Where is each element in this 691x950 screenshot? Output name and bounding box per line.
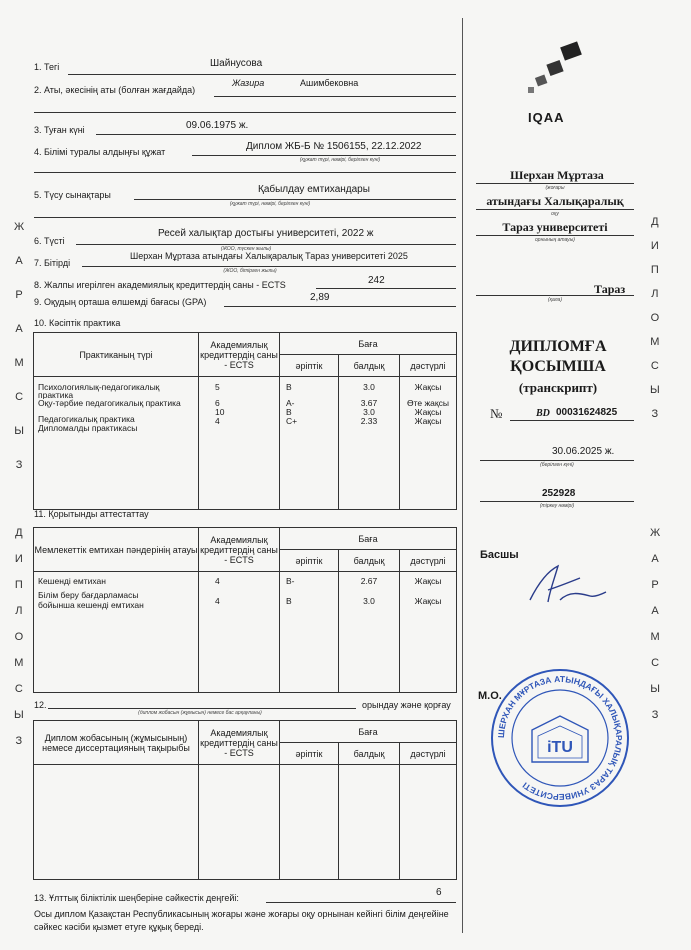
field-7-hint: (ЖОО, бітірген жылы) xyxy=(223,268,277,274)
attestation-row-trad: Жақсы xyxy=(414,576,442,586)
field-1-label: 1. Тегі xyxy=(34,62,60,72)
practice-row-trad: Жақсы xyxy=(414,416,442,426)
practice-row-name: Оқу-тәрбие педагогикалық практика xyxy=(38,399,181,408)
city-value: Тараз xyxy=(594,282,626,296)
uni-line-rule-2 xyxy=(476,209,634,210)
section-12-label: 12. xyxy=(34,700,47,710)
reg-number: 252928 xyxy=(542,488,576,499)
field-8-label: 8. Жалпы игерілген академиялық кредиттердің саны - ECTS xyxy=(34,280,286,290)
field-4-label: 4. Білімі туралы алдыңғы құжат xyxy=(34,147,166,157)
issue-date-hint: (берілген күні) xyxy=(540,462,574,468)
field-9-line xyxy=(224,306,456,307)
university-line-1: Шерхан Мұртаза xyxy=(510,168,604,182)
attestation-row-letter: B xyxy=(286,596,292,606)
section-11-title: 11. Қорытынды аттестаттау xyxy=(34,509,149,519)
thesis-col-letter: әріптік xyxy=(280,743,339,765)
title-line-2: ҚОСЫМША xyxy=(510,358,606,375)
practice-col-points: балдық xyxy=(339,355,400,377)
section-12-hint: (диплом жобасын (жұмысын) немесе бас арқауланы) xyxy=(138,710,262,716)
attestation-trad-cell xyxy=(400,572,457,693)
field-3-line xyxy=(96,134,456,135)
field-7-line xyxy=(82,266,456,267)
field-8-value: 242 xyxy=(368,275,385,286)
attestation-col-trad: дәстүрлі xyxy=(400,550,457,572)
practice-col-trad: дәстүрлі xyxy=(400,355,457,377)
attestation-row-points: 2.67 xyxy=(360,576,378,586)
section-10-title: 10. Кәсіптік практика xyxy=(34,318,121,328)
uni-line-rule-3 xyxy=(476,235,634,236)
practice-row-points: 3.0 xyxy=(363,407,375,417)
thesis-col-grade: Баға xyxy=(280,721,457,743)
university-line-2: атындағы Халықаралық xyxy=(486,194,624,208)
number-sign: № xyxy=(490,406,503,421)
field-8-line xyxy=(316,288,456,289)
practice-points-cell xyxy=(339,377,400,510)
practice-row-points: 3.0 xyxy=(363,382,375,392)
practice-row-letter: A- xyxy=(286,398,295,408)
practice-row-name: Дипломалды практикасы xyxy=(38,423,138,433)
attestation-table xyxy=(33,527,457,693)
field-9-value: 2,89 xyxy=(310,292,330,303)
practice-col-type: Практиканың түрі xyxy=(34,333,199,377)
field-2-name: Жазира xyxy=(232,78,265,88)
field-1-value: Шайнусова xyxy=(210,58,263,69)
field-7-label: 7. Бітірді xyxy=(34,258,71,268)
field-1-line xyxy=(68,74,456,75)
seal-ring-text: ШЕРХАН МҰРТАЗА АТЫНДАҒЫ ХАЛЫҚАРАЛЫҚ ТАРАЗ УНИВЕРСИТЕТІ xyxy=(495,673,625,803)
university-line-3: Тараз университеті xyxy=(502,220,608,234)
number-series: BD xyxy=(536,408,550,419)
practice-names-cell xyxy=(34,377,199,510)
attestation-row-points: 3.0 xyxy=(363,596,375,606)
attestation-credits-cell xyxy=(199,572,280,693)
practice-row-credits: 5 xyxy=(215,382,220,392)
university-hint-2: оқу xyxy=(551,211,559,217)
field-2-patronymic: Ашимбековна xyxy=(300,78,359,88)
attestation-col-points: балдық xyxy=(339,550,400,572)
left-margin-top-text: Ж А Р А М С Ы З xyxy=(14,221,25,471)
field-3-value: 09.06.1975 ж. xyxy=(186,120,249,131)
practice-col-grade: Баға xyxy=(280,333,457,355)
university-hint-1: (жоғары xyxy=(545,185,565,191)
practice-col-letter: әріптік xyxy=(280,355,339,377)
field-13-label: 13. Ұлттық біліктілік шеңберіне сәйкестік деңгейі: xyxy=(34,893,239,903)
thesis-table xyxy=(33,720,457,880)
field-9-label: 9. Оқудың орташа өлшемді бағасы (GPA) xyxy=(34,297,207,307)
field-5-value: Қабылдау емтихандары xyxy=(258,184,370,195)
practice-row-trad: Жақсы xyxy=(414,407,442,417)
practice-row-name: Педагогикалық практика xyxy=(38,414,135,424)
date-rule xyxy=(480,460,634,461)
number-value: 00031624825 xyxy=(556,407,618,418)
attestation-col-credits: Академиялық кредиттердің саны - ECTS xyxy=(199,528,280,572)
practice-row-points: 2.33 xyxy=(360,416,378,426)
attestation-row-letter: B- xyxy=(286,576,295,586)
attestation-col-type: Мемлекеттік емтихан пәндерінің атауы xyxy=(34,528,199,572)
attestation-names-cell xyxy=(34,572,199,693)
practice-row-letter: B xyxy=(286,382,292,392)
practice-row-name: Психологиялық-педагогикалық практика xyxy=(38,383,160,399)
field-6-line xyxy=(76,244,456,245)
field-4-line xyxy=(192,155,456,156)
field-6-hint: (ЖОО, түскен жылы) xyxy=(220,246,272,252)
practice-credits-cell xyxy=(199,377,280,510)
practice-trad-cell xyxy=(400,377,457,510)
field-2-label: 2. Аты, әкесінің аты (болған жағдайда) xyxy=(34,85,196,95)
number-rule xyxy=(510,420,634,421)
field-2-line xyxy=(214,96,456,97)
practice-row-letter: B xyxy=(286,407,292,417)
title-line-1: ДИПЛОМҒА xyxy=(509,338,607,355)
attestation-col-letter: әріптік xyxy=(280,550,339,572)
section-12-suffix: орындау және қорғау xyxy=(362,700,451,710)
footer-note: Осы диплом Қазақстан Республикасының жоғары және жоғары оқу орнынан кейінгі білім деңгейіне сәйкес кәсіби қызмет етуге құқық береді. xyxy=(34,909,449,932)
page-divider xyxy=(462,18,463,933)
field-13-line xyxy=(266,902,456,903)
field-7-value: Шерхан Мұртаза атындағы Халықаралық Тараз университеті 2025 xyxy=(130,251,408,261)
reg-number-hint: (тіркеу нөмірі) xyxy=(539,503,575,509)
practice-row-credits: 10 xyxy=(215,407,225,417)
practice-row-letter: C+ xyxy=(286,416,298,426)
field-2-line2 xyxy=(34,112,456,113)
practice-letter-cell xyxy=(280,377,339,510)
field-3-label: 3. Туған күні xyxy=(34,125,85,135)
city-hint: (қала) xyxy=(547,297,563,303)
practice-col-credits: Академиялық кредиттердің саны - ECTS xyxy=(199,333,280,377)
iqaa-logo-text: IQAA xyxy=(528,110,565,125)
right-margin-top-text: Д И П Л О М С Ы З xyxy=(650,216,660,420)
field-4-hint: (құжат түрі, нөмірі, берілген күні) xyxy=(299,157,381,163)
svg-text:ШЕРХАН МҰРТАЗА АТЫНДАҒЫ ХАЛЫҚА xyxy=(496,674,624,802)
attestation-row-trad: Жақсы xyxy=(414,596,442,606)
title-line-3: (транскрипт) xyxy=(518,380,598,395)
reg-rule xyxy=(480,501,634,502)
university-seal xyxy=(488,666,632,810)
thesis-col-points: балдық xyxy=(339,743,400,765)
field-4-value: Диплом ЖБ-Б № 1506155, 22.12.2022 xyxy=(246,141,422,152)
head-label: Басшы xyxy=(480,549,519,561)
field-5-hint: (құжат түрі, нөмірі, берілген күні) xyxy=(229,201,311,207)
left-margin-bottom-text: Д И П Л О М С Ы З xyxy=(14,527,24,747)
signature xyxy=(520,560,610,610)
seal-center-text: iTU xyxy=(547,739,573,756)
city-rule xyxy=(476,295,634,296)
attestation-col-grade: Баға xyxy=(280,528,457,550)
issue-date: 30.06.2025 ж. xyxy=(552,446,615,457)
mo-label: М.О. xyxy=(478,690,502,702)
practice-row-trad: Жақсы xyxy=(414,382,442,392)
field-5-line xyxy=(134,199,456,200)
university-hint-3: орнының атауы) xyxy=(535,237,575,243)
iqaa-logo-mark xyxy=(518,40,588,100)
practice-row-credits: 4 xyxy=(215,416,220,426)
thesis-col-type: Диплом жобасының (жұмысының) немесе диссертацияның тақырыбы xyxy=(34,721,199,765)
attestation-row-credits: 4 xyxy=(215,596,220,606)
right-margin-bottom-text: Ж А Р А М С Ы З xyxy=(650,527,661,721)
field-6-label: 6. Түсті xyxy=(34,236,65,246)
attestation-row-credits: 4 xyxy=(215,576,220,586)
section-12-line xyxy=(48,708,356,709)
field-5-label: 5. Түсу сынақтары xyxy=(34,190,111,200)
thesis-col-credits: Академиялық кредиттердің саны - ECTS xyxy=(199,721,280,765)
attestation-letter-cell xyxy=(280,572,339,693)
practice-row-points: 3.67 xyxy=(360,398,378,408)
thesis-col-trad: дәстүрлі xyxy=(400,743,457,765)
attestation-row-name: Білім беру бағдарламасы бойынша кешенді емтихан xyxy=(38,590,144,610)
field-5-line2 xyxy=(34,217,456,218)
practice-row-credits: 6 xyxy=(215,398,220,408)
uni-line-rule-1 xyxy=(476,183,634,184)
field-4-line2 xyxy=(34,172,456,173)
practice-row-trad: Өте жақсы xyxy=(407,398,449,408)
practice-table xyxy=(33,332,457,510)
attestation-row-name: Кешенді емтихан xyxy=(38,576,106,586)
attestation-points-cell xyxy=(339,572,400,693)
field-6-value: Ресей халықтар достығы университеті, 2022 ж xyxy=(158,228,374,239)
field-13-value: 6 xyxy=(436,887,442,898)
